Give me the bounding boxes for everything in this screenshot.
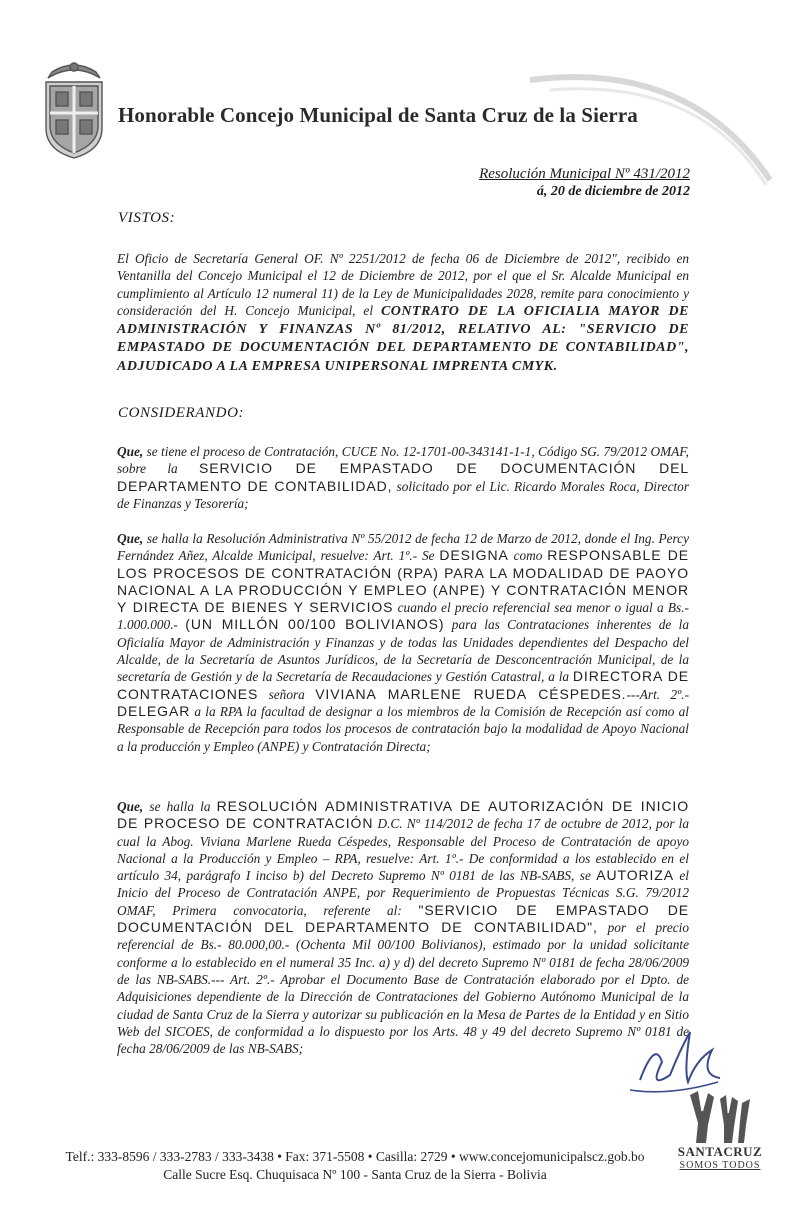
vistos-paragraph (117, 250, 689, 375)
que-label: Que, (117, 444, 144, 459)
paragraph-text: se halla la (143, 799, 217, 814)
paragraph-caps: "SERVICIO DE EMPASTADO DE DOCUMENTACIÓN DEL DEPARTAMENTO DE CONTABILIDAD", (117, 901, 689, 936)
paragraph-text: para las Contrataciones inherentes de la Oficialía Mayor de Administración y Finanzas y de todas las Unidades dependientes del Despacho del Alcalde, de la Secretaría de Asuntos Jurídicos, de la Secretaría de Desconcentración Municipal, de la secretaría de Gestión y de la Secretaría de Recaudaciones y Gestión Catastral, a la (117, 617, 689, 685)
paragraph-caps: DIRECTORA DE CONTRATACIONES (117, 668, 690, 702)
organization-title: Honorable Concejo Municipal de Santa Cruz de la Sierra (118, 103, 638, 127)
paragraph-text: por el precio referencial de Bs.- 80.000,00.- (Ochenta Mil 00/100 Bolivianos), estimado por la unidad solicitante conforme a lo establecido en el numeral 35 Inc. a) y d) del decreto Supremo Nº 0181 de fecha 28/06/2009 de las NB-SABS.--- Art. 2º.- Aprobar el Documento Base de Contratación elaborado por el Dpto. de Adquisiciones dependiente de la Dirección de Contrataciones del Gobierno Autónomo Municipal de la ciudad de Santa Cruz de la Sierra y autorizar su publicación en la Mesa de Partes de la Entidad y en Sitio Web del SICOES, de conformidad a lo dispuesto por los Arts. 48 y 49 del decreto Supremo Nº 0181 de fecha 28/06/2009 de las NB-SABS; (117, 920, 689, 1057)
paragraph-text: el Inicio del Proceso de Contratación ANPE, por Requerimiento de Propuestas Técnicas S.G. 79/2012 OMAF, Primera convocatoria, referente al: (117, 868, 689, 918)
que-label: Que, (117, 799, 144, 814)
brand-slogan: SOMOS TODOS (679, 1160, 761, 1171)
paragraph-caps: DESIGNA (439, 547, 509, 564)
considerando-paragraph-1 (117, 443, 689, 512)
paragraph-caps: SERVICIO DE EMPASTADO DE DOCUMENTACIÓN DEL DEPARTAMENTO DE CONTABILIDAD, (117, 460, 690, 494)
resolution-date: á, 20 de diciembre de 2012 (536, 184, 690, 199)
paragraph-caps: RESPONSABLE DE LOS PROCESOS DE CONTRATACIÓN (RPA) PARA LA MODALIDAD DE PAOYO NACIONAL A LA PRODUCCIÓN Y EMPLEO (ANPE) Y CONTRATACIÓN MENOR Y DIRECTA DE BIENES Y SERVICIOS (117, 547, 689, 616)
coat-of-arms-icon (40, 58, 108, 162)
paragraph-text: solicitado por el Lic. Ricardo Morales Roca, Director de Finanzas y Tesorería; (117, 478, 689, 511)
paragraph-text: señora (258, 686, 316, 702)
que-label: Que, (117, 531, 144, 546)
footer-contact: Telf.: 333-8596 / 333-2783 / 333-3438 • Fax: 371-5508 • Casilla: 2729 • www.concejomunicipalscz.gob.bo (65, 1149, 645, 1164)
vistos-heading: VISTOS: (118, 210, 176, 226)
paragraph-caps: AUTORIZA (596, 867, 674, 884)
paragraph-text: ---Art. 2º.- (626, 686, 689, 702)
paragraph-caps: DELEGAR (117, 702, 191, 719)
paragraph-text: se halla la Resolución Administrativa Nº 55/2012 de fecha 12 de Marzo de 2012, donde el Ing. Percy Fernández Añez, Alcalde Municipal, resuelve: Art. 1º.- Se (117, 531, 689, 564)
paragraph-text: se tiene el proceso de Contratación, CUCE No. 12-1701-00-343141-1-1, Código SG. 79/2012 OMAF, sobre la (117, 444, 689, 477)
paragraph-text: D.C. Nº 114/2012 de fecha 17 de octubre de 2012, por la cual la Abog. Viviana Marlene Rueda Céspedes, Responsable del Proceso de Contratación de apoyo Nacional a la Producción y Empleo – RPA, resuelve: Art. 1º.- De conformidad a los establecido en el artículo 34, parágrafo I inciso b) del Decreto Supremo Nº 0181 de las NB-SABS, se (117, 816, 689, 884)
resolution-number: Resolución Municipal Nº 431/2012 (479, 166, 690, 182)
paragraph-caps: RESOLUCIÓN ADMINISTRATIVA DE AUTORIZACIÓN DE INICIO DE PROCESO DE CONTRATACIÓN (117, 798, 689, 832)
considerando-paragraph-3 (117, 798, 689, 1057)
paragraph-text: a la RPA la facultad de designar a los miembros de la Comisión de Recepción así como al Responsable de Recepción para todos los procesos de contratación bajo la modalidad de Apoyo Nacional a la producción y Empleo (ANPE) y Contratación Directa; (117, 703, 689, 754)
footer-address: Calle Sucre Esq. Chuquisaca Nº 100 - Santa Cruz de la Sierra - Bolivia (163, 1167, 547, 1182)
paragraph-caps: VIVIANA MARLENE RUEDA CÉSPEDES. (315, 685, 627, 702)
brand-name: SANTACRUZ (677, 1144, 763, 1159)
paragraph-text: como (508, 548, 548, 564)
santa-cruz-brand-icon (680, 1085, 760, 1145)
considerando-paragraph-2 (117, 530, 689, 755)
resolution-header (479, 165, 690, 201)
vistos-text: El Oficio de Secretaría General OF. Nº 2251/2012 de fecha 06 de Diciembre de 2012", recibido en Ventanilla del Concejo Municipal el 12 de Diciembre de 2012, por el que el Sr. Alcalde Municipal en cumplimiento al Artículo 12 numeral 11) de la Ley de Municipalidades 2028, remite para conocimiento y consideración del H. Concejo Municipal, el (117, 251, 689, 318)
paragraph-text: cuando el precio referencial sea menor o igual a Bs.- 1.000.000.- (117, 600, 689, 633)
footer (40, 1148, 670, 1184)
considerando-heading: CONSIDERANDO: (118, 405, 245, 421)
paragraph-caps: (UN MILLÓN 00/100 BOLIVIANOS) (185, 616, 445, 633)
contract-title: CONTRATO DE LA OFICIALIA MAYOR DE ADMINISTRACIÓN Y FINANZAS Nº 81/2012, RELATIVO AL: "SERVICIO DE EMPASTADO DE DOCUMENTACIÓN DEL DEPARTAMENTO DE CONTABILIDAD", ADJUDICADO A LA EMPRESA UNIPERSONAL IMPRENTA CMYK. (117, 303, 689, 374)
